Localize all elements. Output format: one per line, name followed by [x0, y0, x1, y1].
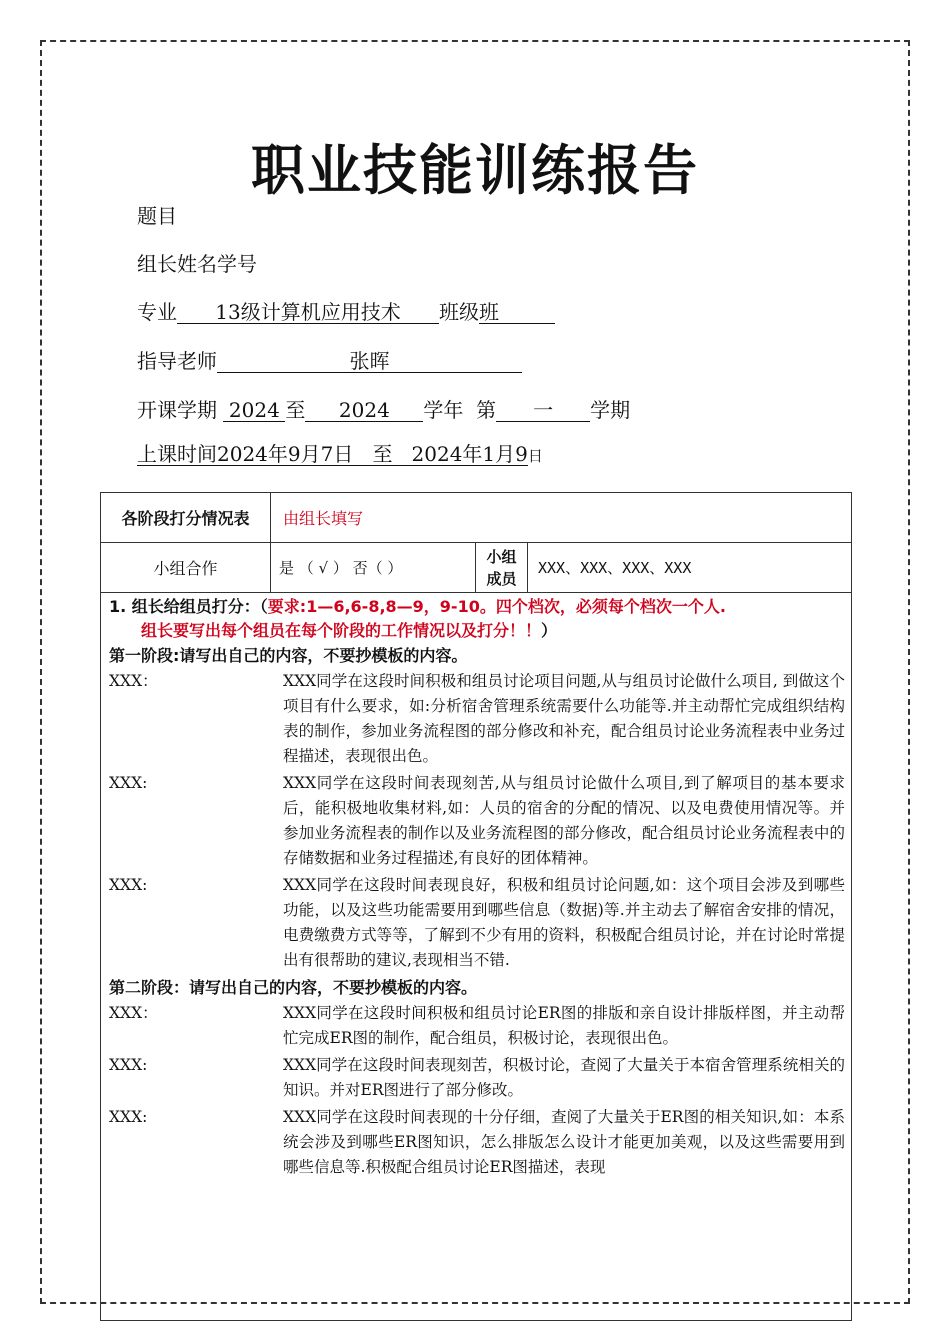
requirement-prefix: 1. 组长给组员打分：（ [109, 597, 268, 616]
term-field [137, 394, 630, 423]
member-comment: XXX同学在这段时间表现的十分仔细，查阅了大量关于ER图的相关知识,如：本系统会涉及到哪些ER图知识，怎么排版怎么设计才能更加美观，以及这些需要用到哪些信息等.积极配合组员讨论ER图描述，表现 [283, 1108, 845, 1176]
list-item [109, 669, 845, 769]
group-work-value: 是 （ √ ） 否（ ） [271, 543, 476, 593]
member-comment: XXX同学在这段时间表现刻苦,从与组员讨论做什么项目,到了解项目的基本要求后，能积极地收集材料,如：人员的宿舍的分配的情况、以及电费使用情况等。并参加业务流程表的制作以及业务流程图的部分修改，配合组员讨论业务流程表中的存储数据和业务过程描述,有良好的团体精神。 [283, 774, 845, 867]
member-comment: XXX同学在这段时间表现刻苦，积极讨论，查阅了大量关于本宿舍管理系统相关的知识。并对ER图进行了部分修改。 [283, 1056, 845, 1099]
time-underlined [137, 443, 528, 466]
members-label: 小组成员 [476, 543, 528, 593]
term-suffix: 学期 [590, 398, 631, 422]
term-num: 一 [496, 399, 590, 422]
teacher-value: 张晖 [217, 350, 522, 373]
list-item [109, 771, 845, 871]
major-field [137, 296, 555, 325]
term-start: 2024 [223, 399, 285, 422]
stage-2-heading: 第二阶段：请写出自己的内容，不要抄模板的内容。 [109, 978, 478, 997]
major-label: 专业 [137, 300, 177, 324]
table-row [101, 593, 852, 1321]
leader-field [137, 248, 257, 277]
table-row [101, 493, 852, 543]
time-field [137, 442, 543, 466]
term-to: 至 [285, 398, 306, 422]
time-label: 上课时间 [137, 442, 217, 466]
requirement-red-1: 要求:1—6,6-8,8—9，9-10。四个档次，必须每个档次一个人. [267, 597, 726, 616]
stage-content [109, 595, 845, 1316]
list-item [109, 1105, 845, 1180]
teacher-field [137, 345, 522, 374]
member-name: XXX: [109, 774, 148, 792]
member-name: XXX: [109, 1108, 148, 1126]
list-item [109, 873, 845, 973]
stage-content-cell [101, 593, 852, 1321]
member-name: XXX： [109, 1004, 158, 1022]
time-end-suffix: 日 [527, 447, 543, 465]
requirement-suffix: ） [541, 621, 558, 640]
term-end: 2024 [305, 399, 423, 422]
leader-label: 组长姓名学号 [137, 252, 257, 276]
time-end: 2024年1月9 [411, 442, 528, 466]
score-table [100, 492, 852, 1321]
stage-score-value: 由组长填写 [271, 493, 852, 543]
requirement-red-2: 组长要写出每个组员在每个阶段的工作情况以及打分！！ [141, 621, 542, 640]
member-comment: XXX同学在这段时间积极和组员讨论项目问题,从与组员讨论做什么项目, 到做这个项目有什么要求，如:分析宿舍管理系统需要什么功能等.并主动帮忙完成组织结构表的制作，参加业务流程图的部分修改和补充，配合组员讨论业务流程表中业务过程描述，表现很出色。 [283, 672, 845, 765]
topic-field [137, 200, 177, 229]
teacher-label: 指导老师 [137, 349, 217, 373]
list-item [109, 1001, 845, 1051]
member-comment: XXX同学在这段时间积极和组员讨论ER图的排版和亲自设计排版样图，并主动帮忙完成ER图的制作，配合组员，积极讨论，表现很出色。 [283, 1004, 845, 1047]
class-value: 班 [479, 301, 555, 324]
term-label: 开课学期 [137, 398, 217, 422]
list-item [109, 1053, 845, 1103]
term-year: 学年 [423, 398, 464, 422]
member-name: XXX： [109, 672, 158, 690]
report-title: 职业技能训练报告 [251, 139, 699, 202]
stage-score-label: 各阶段打分情况表 [101, 493, 271, 543]
group-work-label: 小组合作 [101, 543, 271, 593]
member-comment: XXX同学在这段时间表现良好，积极和组员讨论问题,如：这个项目会涉及到哪些功能，以及这些功能需要用到哪些信息（数据)等.并主动去了解宿舍安排的情况，电费缴费方式等等，了解到不少有用的资料，积极配合组员讨论，并在讨论时常提出有很帮助的建议,表现相当不错. [283, 876, 845, 969]
table-row [101, 543, 852, 593]
class-label: 班级 [439, 300, 479, 324]
time-start: 2024年9月7日 [217, 442, 354, 466]
term-di: 第 [476, 398, 497, 422]
stage-1-heading: 第一阶段:请写出自己的内容，不要抄模板的内容。 [109, 646, 468, 665]
members-value: XXX、XXX、XXX、XXX [528, 543, 852, 593]
requirement-note [109, 595, 845, 643]
time-to: 至 [372, 442, 393, 466]
member-name: XXX: [109, 1056, 148, 1074]
topic-label: 题目 [137, 204, 177, 228]
member-name: XXX: [109, 876, 148, 894]
major-value: 13级计算机应用技术 [177, 301, 439, 324]
